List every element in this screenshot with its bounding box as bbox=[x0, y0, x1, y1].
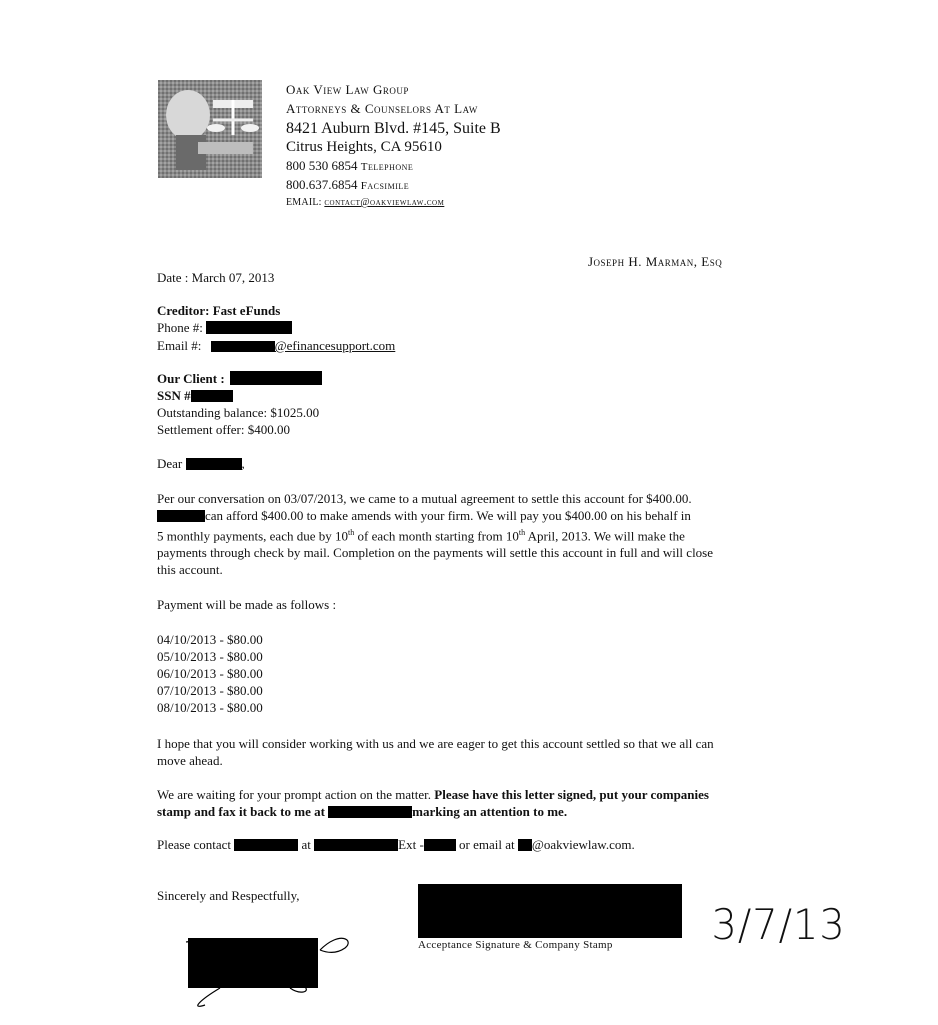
paragraph-text: April, 2013. We will make the bbox=[525, 528, 685, 544]
payment-item: 07/10/2013 - $80.00 bbox=[157, 683, 263, 698]
redaction-block bbox=[211, 341, 275, 352]
firm-tagline: Attorneys & Counselors At Law bbox=[286, 101, 478, 116]
paragraph-line: payments through check by mail. Completion on the payments will settle this account in full and will close bbox=[157, 545, 714, 561]
handwritten-date: 3/7/13 bbox=[711, 900, 846, 949]
signature-redaction-block bbox=[418, 884, 682, 938]
superscript: th bbox=[518, 528, 526, 537]
redaction-block bbox=[157, 510, 205, 522]
redaction-block bbox=[186, 458, 242, 470]
firm-logo-image bbox=[158, 80, 262, 178]
paragraph-line bbox=[157, 786, 709, 803]
contact-line bbox=[157, 836, 635, 853]
paragraph-text: We are waiting for your prompt action on the matter. bbox=[157, 787, 435, 802]
letter-date: Date : March 07, 2013 bbox=[157, 270, 275, 285]
payment-item: 04/10/2013 - $80.00 bbox=[157, 632, 263, 647]
email-line bbox=[286, 198, 444, 208]
fax-label: Facsimile bbox=[360, 180, 410, 192]
telephone-line bbox=[286, 159, 413, 173]
paragraph-line bbox=[157, 524, 807, 544]
redaction-block bbox=[230, 371, 322, 385]
firm-email-link[interactable]: contact@oakviewlaw.com bbox=[324, 197, 445, 208]
redaction-block bbox=[314, 839, 398, 851]
telephone-number: 800 530 6854 bbox=[286, 158, 358, 173]
paragraph-line: I hope that you will consider working with us and we are eager to get this account settled so that we all can bbox=[157, 736, 714, 751]
paragraph-line: this account. bbox=[157, 562, 223, 578]
payment-item: 05/10/2013 - $80.00 bbox=[157, 649, 263, 664]
salutation-dear: Dear bbox=[157, 456, 183, 471]
client-ssn bbox=[157, 387, 233, 404]
paragraph-bold-text: Please have this letter signed, put your companies bbox=[434, 787, 709, 802]
redaction-block bbox=[328, 806, 412, 818]
creditor-email-label: Email #: bbox=[157, 338, 202, 353]
paragraph-hope bbox=[157, 735, 714, 769]
paragraph-line: move ahead. bbox=[157, 753, 223, 768]
creditor-email-domain[interactable]: @efinancesupport.com bbox=[274, 338, 396, 353]
paragraph-bold-text: stamp and fax it back to me at bbox=[157, 804, 325, 819]
contact-lead: Please contact bbox=[157, 837, 231, 852]
paragraph-line: Per our conversation on 03/07/2013, we came to a mutual agreement to settle this account for $400.00. bbox=[157, 491, 692, 506]
paragraph-text: of each month starting from 10 bbox=[354, 528, 519, 544]
fax-number: 800.637.6854 bbox=[286, 177, 358, 192]
client-heading bbox=[157, 370, 322, 387]
outstanding-balance: Outstanding balance: $1025.00 bbox=[157, 405, 320, 420]
payment-item: 06/10/2013 - $80.00 bbox=[157, 666, 263, 681]
redaction-block bbox=[206, 321, 292, 334]
payment-schedule bbox=[157, 631, 263, 716]
contact-email-domain[interactable]: @oakviewlaw.com. bbox=[531, 837, 635, 852]
paragraph-line bbox=[157, 803, 709, 820]
ssn-label: SSN # bbox=[157, 388, 191, 403]
closing-line: Sincerely and Respectfully, bbox=[157, 888, 300, 903]
address-line-1: 8421 Auburn Blvd. #145, Suite B bbox=[286, 120, 501, 137]
signature-redaction-block bbox=[188, 938, 318, 988]
attorney-name: Joseph H. Marman, Esq bbox=[588, 254, 723, 269]
redaction-block bbox=[518, 839, 532, 851]
settlement-offer: Settlement offer: $400.00 bbox=[157, 422, 290, 437]
superscript: th bbox=[348, 528, 355, 537]
payment-item: 08/10/2013 - $80.00 bbox=[157, 700, 263, 715]
contact-ext: Ext - bbox=[398, 837, 424, 852]
redaction-block bbox=[424, 839, 456, 851]
contact-or-email: or email at bbox=[459, 837, 515, 852]
address-line-2: Citrus Heights, CA 95610 bbox=[286, 139, 442, 155]
creditor-phone-label: Phone #: bbox=[157, 320, 203, 335]
salutation bbox=[157, 455, 245, 472]
paragraph-bold-text: marking an attention to me. bbox=[412, 804, 568, 819]
client-label: Our Client : bbox=[157, 371, 225, 386]
acceptance-signature-label: Acceptance Signature & Company Stamp bbox=[418, 939, 613, 951]
creditor-phone bbox=[157, 319, 292, 336]
paragraph-text: 5 monthly payments, each due by 10 bbox=[157, 528, 348, 544]
payment-lead: Payment will be made as follows : bbox=[157, 597, 337, 612]
paragraph-line bbox=[157, 507, 807, 524]
paragraph-text: can afford $400.00 to make amends with your firm. We will pay you $400.00 on his behalf in bbox=[205, 508, 691, 523]
creditor-email bbox=[157, 337, 395, 354]
firm-name: Oak View Law Group bbox=[286, 82, 409, 97]
redaction-block bbox=[234, 839, 298, 851]
contact-at: at bbox=[301, 837, 311, 852]
fax-line bbox=[286, 178, 409, 192]
salutation-comma: , bbox=[241, 456, 245, 471]
redaction-block bbox=[191, 390, 233, 402]
creditor-heading: Creditor: Fast eFunds bbox=[157, 303, 281, 318]
telephone-label: Telephone bbox=[360, 161, 414, 173]
paragraph-request bbox=[157, 786, 709, 820]
email-label: EMAIL: bbox=[286, 197, 322, 208]
paragraph-agreement bbox=[157, 490, 807, 578]
